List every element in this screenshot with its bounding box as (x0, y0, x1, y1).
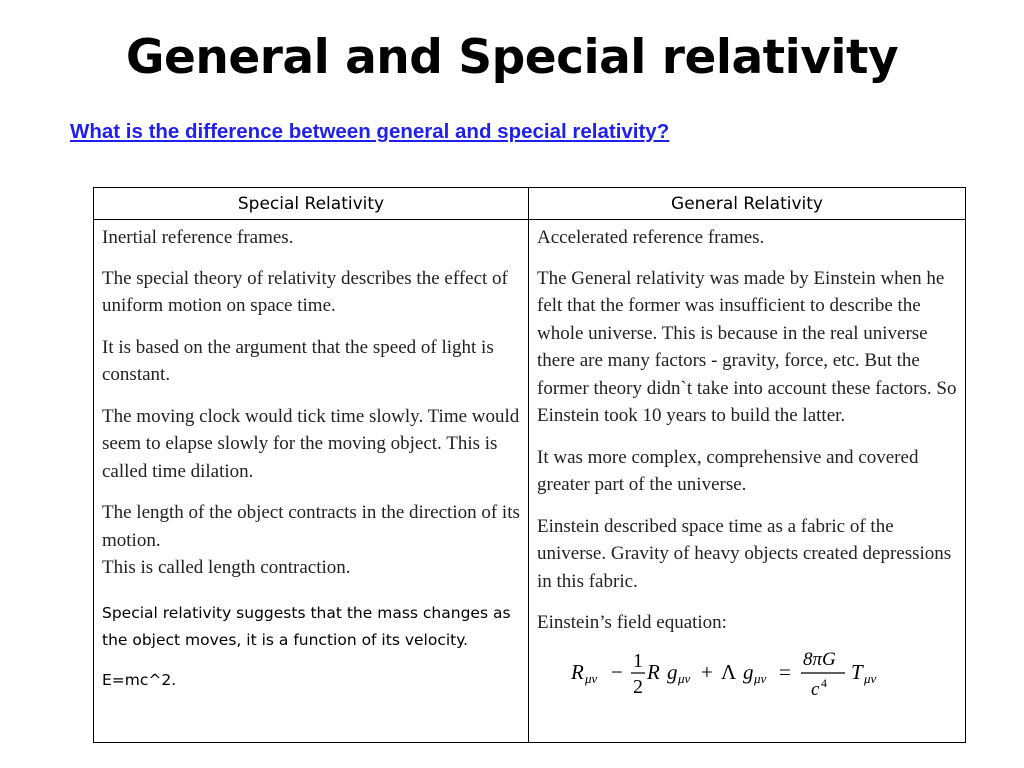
special-time-dilation: The moving clock would tick time slowly. Time would seem to elapse slowly for the moving object. This is called time dilation. (102, 405, 520, 482)
eq-denominator-2: 2 (633, 675, 643, 698)
general-description: The General relativity was made by Einstein when he felt that the former was insufficient to describe the whole universe. This is because in the real universe there are many factors - gravity, force, etc. But the former theory didn`t take into account these factors. So Einstein took 10 years to build the latter. (537, 267, 957, 426)
eq-plus: + (701, 659, 713, 684)
field-equation-formula (569, 641, 899, 703)
general-complexity: It was more complex, comprehensive and covered greater part of the universe. (537, 446, 919, 495)
eq-equals: = (779, 659, 791, 684)
comparison-table (93, 187, 966, 743)
special-description: The special theory of relativity describes the effect of uniform motion on space time. (102, 267, 508, 316)
special-length-contraction: The length of the object contracts in the direction of its motion. (102, 502, 520, 551)
special-frames: Inertial reference frames. (102, 227, 294, 248)
eq-subscript: μν (585, 670, 598, 686)
eq-exponent-4: 4 (821, 675, 827, 690)
special-mass-velocity: Special relativity suggests that the mass changes as the object moves, it is a function of its velocity. (102, 603, 511, 649)
question-link[interactable]: What is the difference between general and special relativity? (70, 120, 670, 143)
eq-subscript-4: μν (864, 670, 877, 686)
eq-minus: − (611, 659, 623, 684)
einstein-field-equation (569, 641, 957, 708)
eq-R2: R (647, 659, 660, 684)
eq-R: R (571, 659, 584, 684)
eq-subscript-2: μν (678, 670, 691, 686)
special-length-contraction-note: This is called length contraction. (102, 557, 351, 578)
header-general-relativity: General Relativity (529, 188, 966, 220)
general-relativity-cell (529, 220, 966, 743)
eq-8piG: 8πG (803, 648, 836, 670)
eq-subscript-3: μν (754, 670, 767, 686)
general-spacetime-fabric: Einstein described space time as a fabric of the universe. Gravity of heavy objects created depressions in this fabric. (537, 515, 952, 592)
special-speed-of-light: It is based on the argument that the speed of light is constant. (102, 336, 494, 385)
table-header-row (94, 188, 966, 220)
slide-title: General and Special relativity (125, 30, 899, 85)
eq-T: T (851, 659, 863, 684)
eq-lambda: Λ (721, 659, 737, 684)
special-energy-equation: E=mc^2. (102, 670, 177, 689)
general-frames: Accelerated reference frames. (537, 227, 765, 248)
eq-g2: g (743, 659, 754, 684)
special-relativity-cell (94, 220, 529, 743)
eq-g1: g (667, 659, 678, 684)
eq-c: c (811, 678, 820, 700)
table-row (94, 220, 966, 743)
general-field-equation-label: Einstein’s field equation: (537, 612, 727, 633)
header-special-relativity: Special Relativity (94, 188, 529, 220)
eq-numerator-1: 1 (633, 649, 643, 672)
